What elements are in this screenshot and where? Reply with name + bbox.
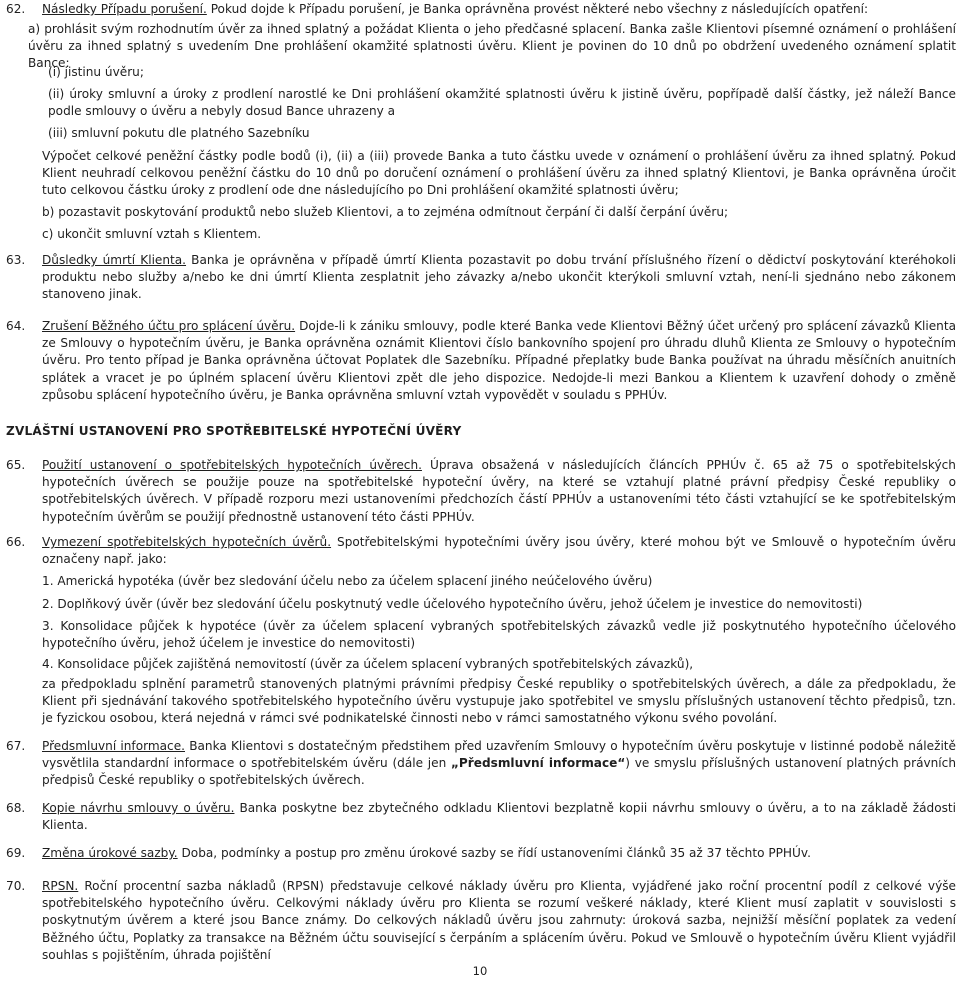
section-text: Banka poskytne bez zbytečného odkladu Klientovi bezplatně kopii návrhu smlouvy o úvěru, a to na základě žádosti Klienta. [42,801,956,833]
clause-i: (i) jistinu úvěru; [48,65,144,79]
section-text: Úprava obsažená v následujících článcích PPHÚv č. 65 až 75 o spotřebitelských hypotečních úvěrech se použije pouze na spotřebitelské hypoteční úvěry, na které se vztahují platné právní předpisy České republiky o spotřebitelských úvěrech. V případě rozporu mezi ustanoveními předchozích částí PPHÚv a ustanoveními této části vztahující se ke spotřebitelským hypotečním úvěrům se použijí přednostně ustanovení této části PPHÚv. [42,458,956,524]
clause-c: c) ukončit smluvní vztah s Klientem. [42,227,262,241]
list-item: 4. Konsolidace půjček zajištěná nemovitostí (úvěr za účelem splacení vybraných spotřebitelských závazků), [42,657,694,671]
section-text: Dojde-li k zániku smlouvy, podle které Banka vede Klientovi Běžný účet určený pro splácení závazků Klienta ze Smlouvy o hypotečním úvěru, je Banka oprávněna oznámit Klientovi číslo bankovního spojení pro úhradu dluhů Klienta ze Smlouvy o hypotečním úvěru. Pro tento případ je Banka oprávněna účtovat Poplatek dle Sazebníku. Případné přeplatky bude Banka používat na úhradu měsíčních anuitních splátek a vracet je po úplném splacení úvěru Klientovi zpět dle jeho dispozice. Nedojde-li mezi Bankou a Klientem k uzavření dohody o změně způsobu splácení hypotečního úvěru, je Banka oprávněna smluvní vztah vypovědět v souladu s PPHÚv. [42,319,956,402]
section-title: Důsledky úmrtí Klienta. [42,253,187,267]
section-65 [6,457,956,526]
section-number: 69. [6,846,26,860]
section-number: 64. [6,319,26,333]
section-title: Použití ustanovení o spotřebitelských hypotečních úvěrech. [42,458,422,472]
section-number: 63. [6,253,26,267]
section-title: Následky Případu porušení. [42,2,207,16]
list-item: 2. Doplňkový úvěr (úvěr bez sledování účelu poskytnutý vedle účelového hypotečního úvěru, jehož účelem je investice do nemovitosti) [42,597,863,611]
section-62 [6,1,956,18]
section-text: Doba, podmínky a postup pro změnu úrokové sazby se řídí ustanoveními článků 35 až 37 těchto PPHÚv. [181,846,811,860]
section-68 [6,800,956,834]
section-number: 65. [6,458,26,472]
section-70 [6,878,956,964]
list-item: 1. Americká hypotéka (úvěr bez sledování účelu nebo za účelem splacení jiného neúčelového úvěru) [42,574,653,588]
section-text: Roční procentní sazba nákladů (RPSN) představuje celkové náklady úvěru pro Klienta, vyjádřené jako roční procentní podíl z celkové výše spotřebitelského hypotečního úvěru. Celkovými náklady úvěru pro Klienta se rozumí veškeré náklady, které Klient musí zaplatit v souvislosti s poskytnutým úvěrem a které jsou Bance známy. Do celkových nákladů úvěru jsou zahrnuty: úroková sazba, nejnižší měsíční poplatek za vedení Běžného účtu, Poplatky za transakce na Běžném účtu související s čerpáním a splácením úvěru. Pokud ve Smlouvě o hypotečním úvěru Klient vyjádřil souhlas s pojištěním, úhrada pojištění [42,879,956,962]
section-number: 66. [6,535,26,549]
section-69 [6,845,956,862]
defined-term: „Předsmluvní informace“ [450,756,626,771]
section-title: Vymezení spotřebitelských hypotečních úvěrů. [42,535,332,549]
section-title: Kopie návrhu smlouvy o úvěru. [42,801,235,815]
closing-paragraph: za předpokladu splnění parametrů stanovených platnými právními předpisy České republiky o spotřebitelských úvěrech, a dále za předpokladu, že Klient při sjednávání takového spotřebitelského hypotečního úvěru vystupuje jako spotřebitel ve smyslu příslušných ustanovení těchto předpisů, tzn. je fyzickou osobou, která nejedná v rámci své podnikatelské činnosti nebo v rámci samostatného výkonu svého povolání. [42,677,956,726]
section-63 [6,252,956,304]
section-text: Pokud dojde k Případu porušení, je Banka oprávněna provést některé nebo všechny z následujících opatření: [210,2,869,16]
section-number: 67. [6,739,26,753]
clause-ii: (ii) úroky smluvní a úroky z prodlení narostlé ke Dni prohlášení okamžité splatnosti úvěru k jistině úvěru, popřípadě další částky, jež náleží Bance podle smlouvy o úvěru a nebyly dosud Bance uhrazeny a [48,87,956,119]
section-text: ) ve smyslu příslušných ustanovení platných právních předpisů České republiky o spotřebitelských úvěrech. [42,756,956,788]
clause-iii: (iii) smluvní pokutu dle platného Sazebníku [48,126,310,140]
section-number: 62. [6,2,26,16]
calculation-paragraph: Výpočet celkové peněžní částky podle bodů (i), (ii) a (iii) provede Banka a tuto částku uvede v oznámení o prohlášení úvěru za ihned splatný. Pokud Klient neuhradí celkovou peněžní částku do 10 dnů po doručení oznámení o prohlášení úvěru za ihned splatný Klientovi, je Banka oprávněna úročit tuto celkovou částku úroky z prodlení ode dne následujícího po Dni prohlášení okamžité splatnosti úvěru; [42,149,956,198]
list-item: 3. Konsolidace půjček k hypotéce (úvěr za účelem splacení vybraných spotřebitelských závazků vedle již poskytnutého hypotečního účelového hypotečního úvěru, jehož účelem je investice do nemovitosti) [42,619,956,651]
section-text: Banka Klientovi s dostatečným předstihem před uzavřením Smlouvy o hypotečním úvěru poskytuje v listinné podobě náležitě vysvětlila standardní informace o spotřebitelském úvěru (dále jen [42,739,956,771]
section-number: 70. [6,879,26,893]
section-title: Změna úrokové sazby. [42,846,178,860]
section-text: Banka je oprávněna v případě úmrtí Klienta pozastavit po dobu trvání příslušného řízení o dědictví poskytování kteréhokoli produktu nebo služby a/nebo ke dni úmrtí Klienta zesplatnit jeho závazky a/nebo ukončit kterýkoli smluvní vztah, není-li sjednáno nebo zákonem stanoveno jinak. [42,253,956,302]
section-66 [6,534,956,568]
section-text: Spotřebitelskými hypotečními úvěry jsou úvěry, které mohou být ve Smlouvě o hypotečním úvěru označeny např. jako: [42,535,956,567]
section-64 [6,318,956,404]
section-number: 68. [6,801,26,815]
page-number: 10 [472,964,488,978]
clause-b: b) pozastavit poskytování produktů nebo služeb Klientovi, a to zejména odmítnout čerpání či další čerpání úvěru; [42,205,729,219]
section-67 [6,738,956,790]
section-title: Předsmluvní informace. [42,739,185,753]
section-title: Zrušení Běžného účtu pro splácení úvěru. [42,319,296,333]
clause-a: a) prohlásit svým rozhodnutím úvěr za ihned splatný a požádat Klienta o jeho předčasné splacení. Banka zašle Klientovi písemné oznámení o prohlášení úvěru za ihned splatný s uvedením Dne prohlášení okamžité splatnosti úvěru. Klient je povinen do 10 dnů po obdržení uvedeného oznámení splatit Bance: [28,22,956,71]
section-heading: ZVLÁŠTNÍ USTANOVENÍ PRO SPOTŘEBITELSKÉ HYPOTEČNÍ ÚVĚRY [6,424,462,438]
section-title: RPSN. [42,879,79,893]
